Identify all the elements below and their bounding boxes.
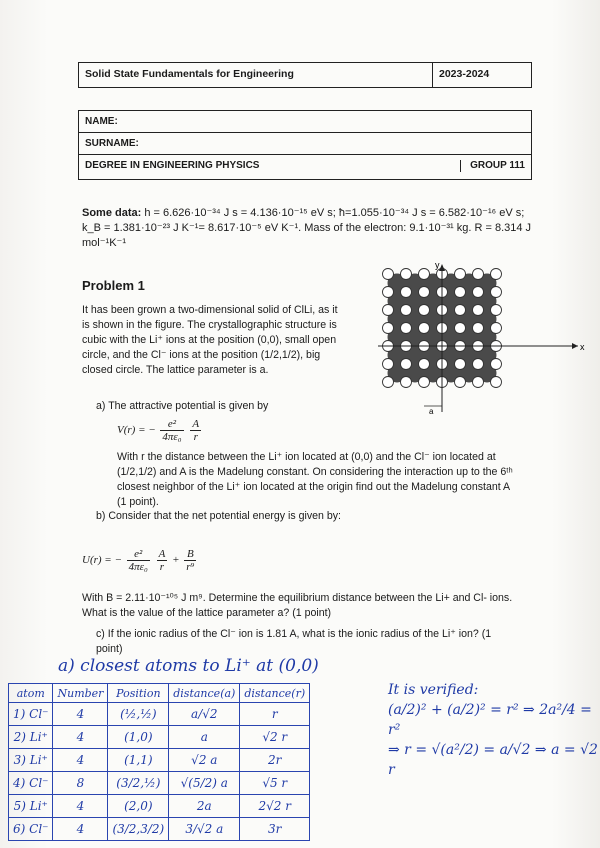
table-header-row [9,684,310,703]
question-b-detail: With B = 2.11·10⁻¹⁰⁵ J m⁹. Determine the equilibrium distance between the Li+ and Cl- ions. What is the value of the lattice parameter a? (1 point) [82,592,513,619]
li-ion [491,359,502,370]
col-position: Position [108,684,169,703]
li-ion [473,305,484,316]
li-ion [473,359,484,370]
li-ion [401,269,412,280]
li-ion [455,287,466,298]
li-ion [383,305,394,316]
cell-position: (2,0) [108,795,169,818]
question-c: c) If the ionic radius of the Cl⁻ ion is 1.81 A, what is the ionic radius of the Li⁺ ion? (1 point) [96,628,492,655]
cell-number: 4 [53,749,108,772]
li-ion [419,269,430,280]
cell-distance-r: 2√2 r [240,795,310,818]
li-ion [419,323,430,334]
cell-distance-r: √5 r [240,772,310,795]
handwritten-verification: It is verified: (a/2)² + (a/2)² = r² ⇒ 2a²/4 = r² ⇒ r = √(a²/2) = a/√2 ⇒ a = √2 r [388,682,598,778]
x-axis-label: x [580,342,585,352]
cell-atom: 5) Li⁺ [9,795,53,818]
cell-atom: 2) Li⁺ [9,726,53,749]
li-ion [419,287,430,298]
cell-distance-r: 3r [240,818,310,841]
group-label: GROUP 111 [470,160,525,171]
li-ion [383,323,394,334]
table-row [9,772,310,795]
li-ion [401,359,412,370]
cell-distance-a: √(5/2) a [169,772,240,795]
li-ion [455,305,466,316]
cell-position: (3/2,3/2) [108,818,169,841]
cell-position: (1,0) [108,726,169,749]
cell-position: (½,½) [108,703,169,726]
cell-number: 4 [53,726,108,749]
cell-distance-a: a [169,726,240,749]
table-row [9,818,310,841]
table-row [9,795,310,818]
table-row [9,726,310,749]
student-info-box [78,110,532,180]
li-ion [383,287,394,298]
y-axis-label: y [435,262,440,270]
col-distance-a: distance(a) [169,684,240,703]
degree-label: DEGREE IN ENGINEERING PHYSICS [85,160,461,172]
crystal-lattice-figure [378,262,588,422]
li-ion [473,287,484,298]
cell-number: 4 [53,818,108,841]
cell-position: (1,1) [108,749,169,772]
net-potential-equation: U(r) = − $\frac{\text{e²}}{\text{4πε₀}}$ $\frac{A}{r}$ + $\frac{B}{\text{r⁹}}$ [82,548,195,573]
cell-distance-r: r [240,703,310,726]
li-ion [491,323,502,334]
cell-atom: 3) Li⁺ [9,749,53,772]
table-row [9,703,310,726]
li-ion [383,377,394,388]
course-header [78,62,532,88]
handwritten-heading: a) closest atoms to Li⁺ at (0,0) [58,656,319,676]
col-distance-r: distance(r) [240,684,310,703]
cell-distance-r: 2r [240,749,310,772]
problem-title: Problem 1 [82,278,145,293]
problem-intro: It has been grown a two-dimensional solid of ClLi, as it is shown in the figure. The crystallographic structure is cubic with the Li⁺ ions at the position (0,0), small open circle, and the Cl⁻ ions at the position (1/2,1/2), big closed circle. The lattice parameter is a. [82,304,338,376]
li-ion [473,323,484,334]
cell-distance-a: a/√2 [169,703,240,726]
handwritten-table [8,683,310,841]
table-row [9,749,310,772]
li-ion [401,305,412,316]
li-ion [491,269,502,280]
li-ion [401,323,412,334]
li-ion [473,269,484,280]
li-ion [419,377,430,388]
constants-data: Some data: h = 6.626·10⁻³⁴ J s = 4.136·10⁻¹⁵ eV s; ħ=1.055·10⁻³⁴ J s = 6.582·10⁻¹⁶ eV s; k_B = 1.381·10⁻²³ J K⁻¹= 8.617·10⁻⁵ eV K⁻¹. Mass of the electron: 9.1·10⁻³¹ kg. R = 8.314 J mol⁻¹K⁻¹ [82,207,532,249]
li-ion [383,359,394,370]
li-ion [455,377,466,388]
li-ion [491,305,502,316]
li-ion [401,377,412,388]
cell-distance-a: √2 a [169,749,240,772]
cell-atom: 6) Cl⁻ [9,818,53,841]
li-ion [491,377,502,388]
col-atom: atom [9,684,53,703]
col-number: Number [53,684,108,703]
question-b: b) Consider that the net potential energy is given by: [96,510,341,522]
li-ion [473,377,484,388]
question-a: a) The attractive potential is given by [96,400,269,412]
lattice-parameter-label: a [429,407,434,416]
li-ion [419,359,430,370]
cell-distance-r: √2 r [240,726,310,749]
li-ion [419,305,430,316]
li-ion [401,287,412,298]
potential-equation: V(r) = − $\frac{\text{e²}}{\text{4πε₀}}$ $\frac{A}{r}$ [117,418,200,443]
li-ion [455,323,466,334]
cell-atom: 1) Cl⁻ [9,703,53,726]
question-a-detail: With r the distance between the Li⁺ ion located at (0,0) and the Cl⁻ ion located at (1/2,1/2) and A is the Madelung constant. On considering the interaction up to the 6ᵗʰ closest neighbor of the Li⁺ ion located at the origin find out the Madelung constant A (1 point). [117,451,513,508]
cell-distance-a: 2a [169,795,240,818]
course-title: Solid State Fundamentals for Engineering [79,63,433,87]
cell-number: 8 [53,772,108,795]
li-ion [491,287,502,298]
cell-position: (3/2,½) [108,772,169,795]
cell-number: 4 [53,795,108,818]
li-ion [455,269,466,280]
cell-atom: 4) Cl⁻ [9,772,53,795]
li-ion [383,269,394,280]
surname-field[interactable]: SURNAME: [79,133,531,155]
li-ion [455,359,466,370]
academic-year: 2023-2024 [439,68,490,80]
cell-number: 4 [53,703,108,726]
cell-distance-a: 3/√2 a [169,818,240,841]
name-field[interactable]: NAME: [79,111,531,133]
